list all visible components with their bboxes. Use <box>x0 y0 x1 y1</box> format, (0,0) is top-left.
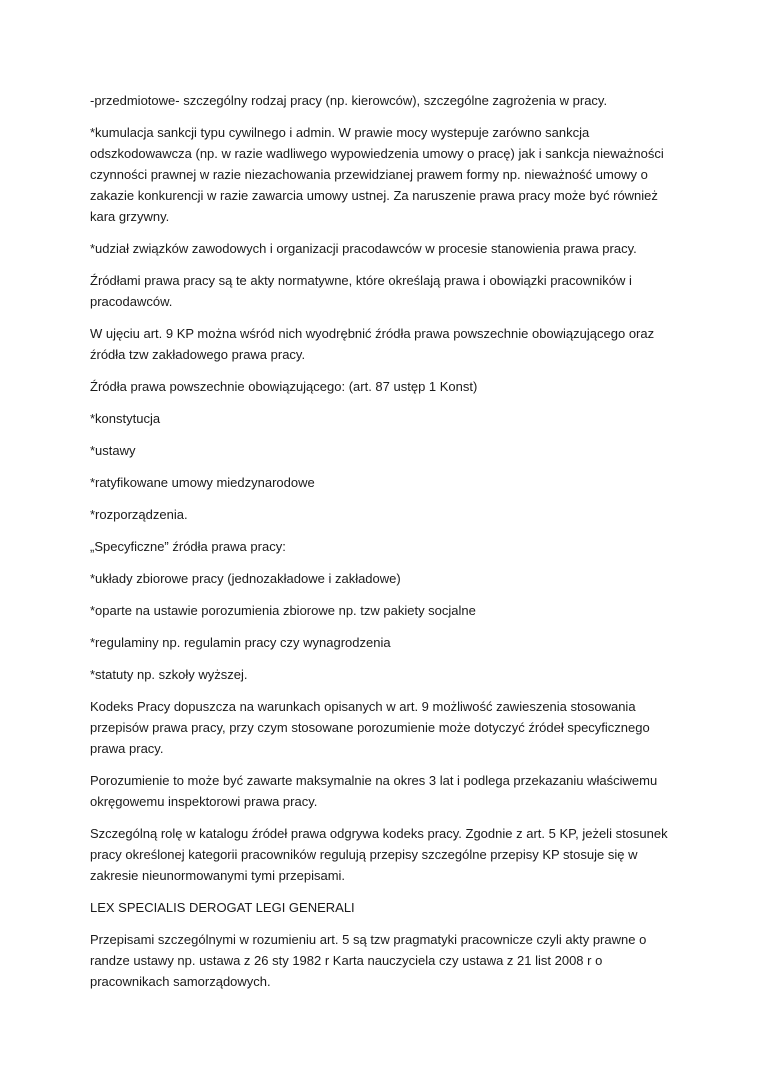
list-item-international-agreements: *ratyfikowane umowy miedzynarodowe <box>90 475 315 490</box>
paragraph-unions: *udział związków zawodowych i organizacji pracodawców w procesie stanowienia prawa pracy. <box>90 241 637 256</box>
list-item-bylaws: *regulaminy np. regulamin pracy czy wynagrodzenia <box>90 635 391 650</box>
paragraph-special-provisions: Przepisami szczególnymi w rozumieniu art. 5 są tzw pragmatyki pracownicze czyli akty prawne o randze ustawy np. ustawa z 26 sty 1982 r Karta nauczyciela czy ustawa z 21 list 2008 r o pracownikach samorządowych. <box>90 932 647 989</box>
list-item-statutes: *ustawy <box>90 443 136 458</box>
list-item-regulations: *rozporządzenia. <box>90 507 188 522</box>
paragraph-general-sources-heading: Źródła prawa powszechnie obowiązującego: (art. 87 ustęp 1 Konst) <box>90 379 478 394</box>
list-item-constitution: *konstytucja <box>90 411 161 426</box>
list-item-collective-agreements: *układy zbiorowe pracy (jednozakładowe i zakładowe) <box>90 571 401 586</box>
paragraph-agreement-duration: Porozumienie to może być zawarte maksymalnie na okres 3 lat i podlega przekazaniu właściwemu okręgowemu inspektorowi prawa pracy. <box>90 773 658 809</box>
paragraph-sanctions: *kumulacja sankcji typu cywilnego i admin. W prawie mocy wystepuje zarówno sankcja odszkodowawcza (np. w razie wadliwego wypowiedzenia umowy o pracę) jak i sankcja nieważności czynności prawnej w razie niezachowania przewidzianej prawem formy np. nieważność umowy o zakazie konkurencji w razie zawarcia umowy ustnej. Za naruszenie prawa pracy może być również kara grzywny. <box>90 125 664 224</box>
paragraph-art9: W ujęciu art. 9 KP można wśród nich wyodrębnić źródła prawa powszechnie obowiązującego oraz źródła tzw zakładowego prawa pracy. <box>90 326 655 362</box>
paragraph-specific-sources-heading: „Specyficzne” źródła prawa pracy: <box>90 539 286 554</box>
paragraph-labour-code-role: Szczególną rolę w katalogu źródeł prawa odgrywa kodeks pracy. Zgodnie z art. 5 KP, jeżeli stosunek pracy określonej kategorii pracowników regulują przepisy szczególne przepisy KP stosuje się w zakresie nieunormowanymi tymi przepisami. <box>90 826 668 883</box>
list-item-collective-arrangements: *oparte na ustawie porozumienia zbiorowe np. tzw pakiety socjalne <box>90 603 476 618</box>
paragraph-lex-specialis: LEX SPECIALIS DEROGAT LEGI GENERALI <box>90 900 355 915</box>
document-body <box>90 90 675 1003</box>
paragraph-subject-criteria: -przedmiotowe- szczególny rodzaj pracy (np. kierowców), szczególne zagrożenia w pracy. <box>90 93 608 108</box>
paragraph-suspension: Kodeks Pracy dopuszcza na warunkach opisanych w art. 9 możliwość zawieszenia stosowania przepisów prawa pracy, przy czym stosowane porozumienie może dotyczyć źródeł specyficznego prawa pracy. <box>90 699 650 756</box>
paragraph-sources-definition: Źródłami prawa pracy są te akty normatywne, które określają prawa i obowiązki pracowników i pracodawców. <box>90 273 632 309</box>
list-item-charters: *statuty np. szkoły wyższej. <box>90 667 248 682</box>
